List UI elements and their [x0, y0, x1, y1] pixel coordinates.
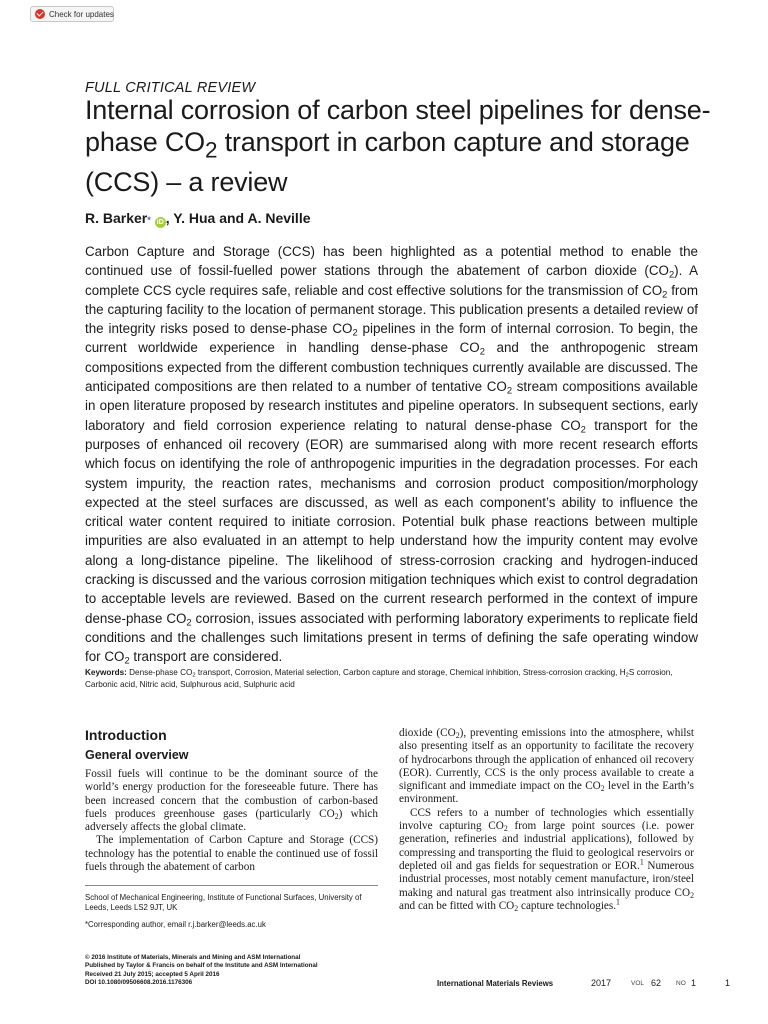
issue-number: 1 [691, 978, 697, 988]
body-paragraph: Fossil fuels will continue to be the dominant source of the world’s energy production for the foreseeable future. There has been increased concern that the combustion of carbon-based fuels produces greenhouse gases (particularly $CO_2$) which adversely affects the global climate. [85, 768, 378, 834]
body-column-right [399, 727, 694, 913]
article-type: FULL CRITICAL REVIEW [85, 80, 256, 96]
check-for-updates-label: Check for updates [49, 9, 114, 19]
body-column-left [85, 768, 378, 874]
author-affiliation: School of Mechanical Engineering, Institute of Functional Surfaces, University of Leeds, Leeds LS2 9JT, UK [85, 893, 362, 912]
page-number: 1 [725, 978, 731, 988]
keywords-label: Keywords: [85, 668, 127, 677]
keywords-list: Dense-phase $CO_2$ transport, Corrosion, Material selection, Carbon capture and storage, Chemical inhibition, Stress-corrosion cracking, $H_2S$ corrosion, Carbonic acid, Nitric acid, Sulphurous acid, Sulphuric acid [85, 668, 673, 689]
doi-link[interactable]: DOI 10.1080/09506608.2016.1176306 [85, 978, 193, 986]
keywords [85, 667, 698, 691]
corresponding-author-note: *Corresponding author, email r.j.barker@leeds.ac.uk [85, 920, 266, 929]
issue-label: NO [676, 980, 686, 987]
publisher-line: Published by Taylor & Francis on behalf of the Institute and ASM International [85, 962, 318, 970]
received-line: Received 21 July 2015; accepted 5 April 2016 [85, 970, 220, 978]
copyright-line: © 2016 Institute of Materials, Minerals and Mining and ASM International [85, 954, 301, 961]
body-paragraph: dioxide $(CO_2)$, preventing emissions into the atmosphere, whilst also presenting itself as an opportunity to facilitate the recovery of hydrocarbons through the application of enhanced oil recovery (EOR). Currently, CCS is the only process available to create a significant and immediate impact on the $CO_2$ level in the Earth’s environment. [399, 727, 694, 806]
body-paragraph: The implementation of Carbon Capture and Storage (CCS) technology has the potential to enable the continued use of fossil fuels through the abatement of carbon [85, 834, 378, 874]
author-rest: , Y. Hua and A. Neville [165, 210, 311, 226]
section-heading-introduction: Introduction [85, 727, 167, 743]
orcid-icon[interactable]: iD [156, 219, 164, 226]
footnote-divider [85, 885, 378, 886]
publication-info [85, 954, 318, 987]
author-first: R. Barker [85, 210, 148, 226]
subsection-heading-general-overview: General overview [85, 748, 189, 762]
journal-name: International Materials Reviews [437, 979, 554, 988]
body-paragraph: CCS refers to a number of technologies which essentially involve capturing $CO_2$ from large point sources (i.e. power generation, refineries and industrial applications), followed by compressing and transporting the fluid to geological reservoirs or depleted oil and gas fields for sequestration or EOR.$^1$ Numerous industrial processes, most notably cement manufacture, iron/steel making and natural gas treatment also intrinsically produce $CO_2$ and can be fitted with $CO_2$ capture technologies.$^1$ [399, 806, 694, 913]
volume-label: VOL [631, 980, 645, 987]
author-list: R. Barker * iD , Y. Hua and A. Neville [85, 210, 311, 226]
volume-number: 62 [651, 978, 662, 988]
check-circle-icon [35, 9, 45, 19]
article-title: Internal corrosion of carbon steel pipelines for dense-phase $CO_2$ transport in carbon capture and storage (CCS) – a review [85, 95, 711, 198]
publication-year: 2017 [591, 978, 612, 988]
check-for-updates-button[interactable] [30, 6, 114, 22]
abstract: Carbon Capture and Storage (CCS) has been highlighted as a potential method to enable the continued use of fossil-fuelled power stations through the abatement of carbon dioxide $(CO_2)$. A complete CCS cycle requires safe, reliable and cost effective solutions for the transmission of $CO_2$ from the capturing facility to the location of permanent storage. This publication presents a detailed review of the integrity risks posed to dense-phase $CO_2$ pipelines in the form of internal corrosion. To begin, the current worldwide experience in handling dense-phase $CO_2$ and the anthropogenic stream compositions expected from the different combustion techniques currently available are discussed. The anticipated compositions are then related to a number of tentative $CO_2$ stream compositions available in open literature proposed by research institutes and pipeline operators. In subsequent sections, early laboratory and field corrosion experience relating to natural dense-phase $CO_2$ transport for the purposes of enhanced oil recovery (EOR) are summarised along with more recent research efforts which focus on identifying the role of anthropogenic impurities in the degradation processes. For each system impurity, the reaction rates, mechanisms and corrosion product composition/morphology expected at the steel surfaces are discussed, as well as each component’s ability to influence the critical water content required to initiate corrosion. Potential bulk phase reactions between multiple impurities are also evaluated in an attempt to help understand how the impurity content may evolve along a long-distance pipeline. The likelihood of stress-corrosion cracking and hydrogen-induced cracking is discussed and the various corrosion mitigation techniques which exist to control degradation to acceptable levels are reviewed. Based on the current research performed in the context of impure dense-phase $CO_2$ corrosion, issues associated with performing laboratory experiments to replicate field conditions and the challenges such limitations present in terms of defining the safe operating window for $CO_2$ transport are considered. [85, 244, 699, 666]
